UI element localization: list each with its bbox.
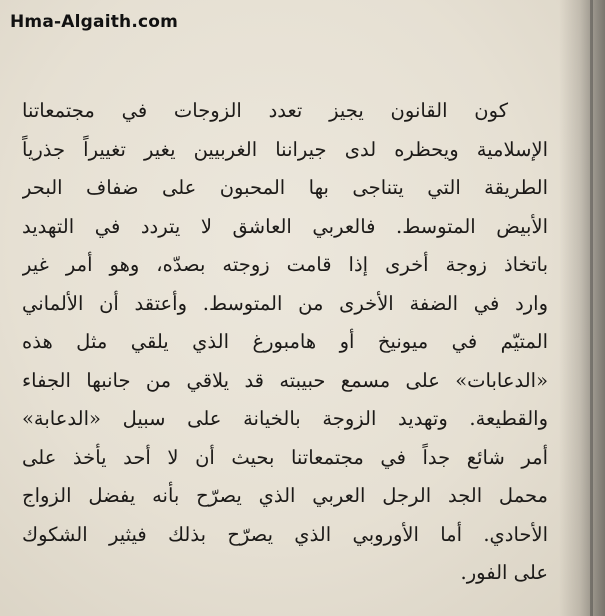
text-line: أمر شائع جداً في مجتمعاتنا بحيث أن لا أحد يأخذ على bbox=[22, 445, 548, 469]
text-line: وارد في الضفة الأخرى من المتوسط. وأعتقد أن الألماني bbox=[22, 291, 548, 315]
watermark: Hma-Algaith.com bbox=[10, 12, 179, 32]
text-line: «الدعابات» على مسمع حبيبته قد يلاقي من جانبها الجفاء bbox=[22, 368, 548, 392]
text-line: الأحادي. أما الأوروبي الذي يصرّح بذلك فيثير الشكوك bbox=[22, 522, 548, 546]
paragraph bbox=[22, 92, 548, 593]
text-line: على الفور. bbox=[460, 561, 548, 584]
text-line: والقطيعة. وتهديد الزوجة بالخيانة على سبيل «الدعابة» bbox=[22, 407, 548, 430]
text-line: المتيّم في ميونيخ أو هامبورغ الذي يلقي مثل هذه bbox=[22, 330, 548, 353]
book-spine-shadow bbox=[559, 0, 605, 616]
page-edge bbox=[590, 0, 593, 616]
text-line: الطريقة التي يتناجى بها المحبون على ضفاف البحر bbox=[22, 176, 548, 199]
text-line: باتخاذ زوجة أخرى إذا قامت زوجته بصدّه، وهو أمر غير bbox=[22, 253, 548, 276]
text-line: الإسلامية ويحظره لدى جيراننا الغربيين يغير تغييراً جذرياً bbox=[22, 137, 548, 161]
text-line: محمل الجد الرجل العربي الذي يصرّح بأنه يفضل الزواج bbox=[22, 484, 548, 507]
text-line: كون القانون يجيز تعدد الزوجات في مجتمعاتنا bbox=[22, 99, 508, 122]
text-line: الأبيض المتوسط. فالعربي العاشق لا يتردد في التهديد bbox=[22, 214, 548, 238]
